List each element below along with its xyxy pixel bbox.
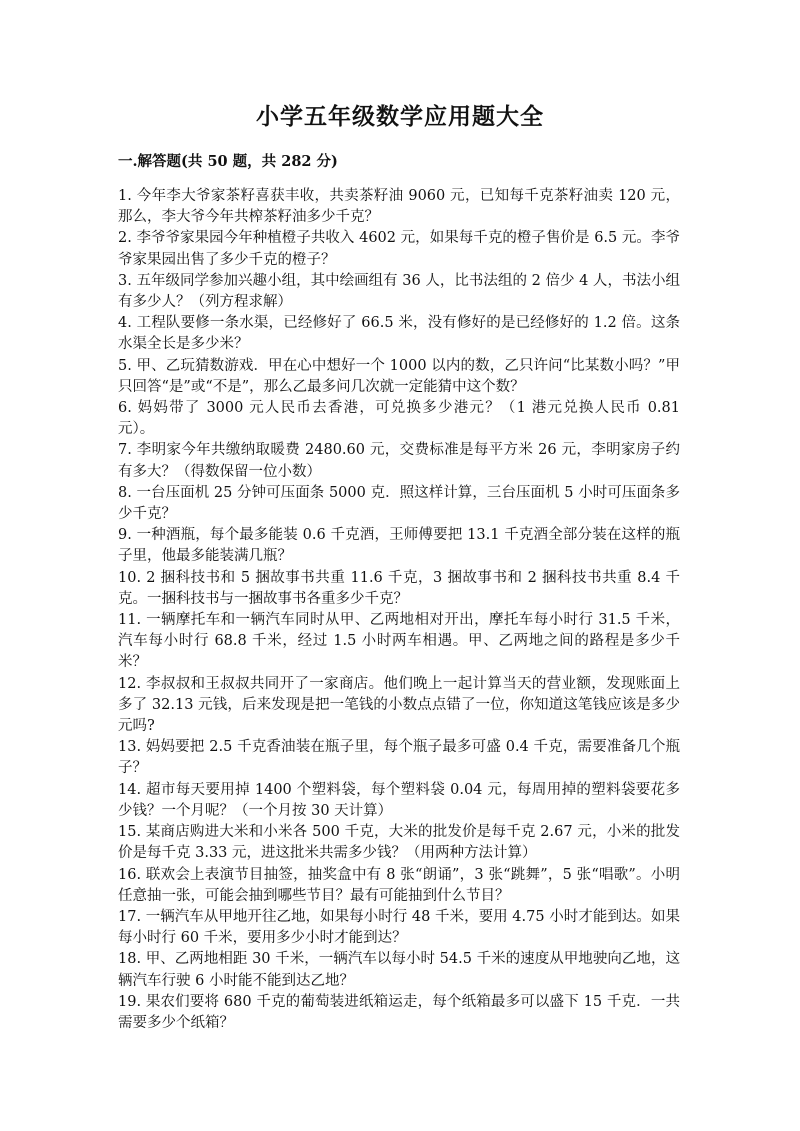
page-title: 小学五年级数学应用题大全: [256, 103, 544, 130]
question-5: 5. 甲、乙玩猜数游戏．甲在心中想好一个 1000 以内的数，乙只许问“比某数小吗？”甲只回答“是”或“不是”，那么乙最多问几次就一定能猜中这个数？: [118, 357, 680, 395]
question-11: 11. 一辆摩托车和一辆汽车同时从甲、乙两地相对开出，摩托车每小时行 31.5 千米，汽车每小时行 68.8 千米，经过 1.5 小时两车相遇。甲、乙两地之间的路程是多少千米？: [118, 612, 680, 671]
question-15: 15. 某商店购进大米和小米各 500 千克，大米的批发价是每千克 2.67 元，小米的批发价是每千克 3.33 元，进这批米共需多少钱？（用两种方法计算）: [118, 824, 680, 862]
section-heading: 一.解答题(共 50 题，共 282 分): [118, 153, 338, 170]
question-8: 8. 一台压面机 25 分钟可压面条 5000 克．照这样计算，三台压面机 5 小时可压面条多少千克？: [118, 484, 680, 523]
question-2: 2. 李爷爷家果园今年种植橙子共收入 4602 元，如果每千克的橙子售价是 6.5 元。李爷爷家果园出售了多少千克的橙子？: [118, 230, 680, 268]
question-list: [118, 186, 680, 1034]
question-9: 9. 一种酒瓶，每个最多能装 0.6 千克酒，王师傅要把 13.1 千克酒全部分装在这样的瓶子里，他最多能装满几瓶？: [118, 527, 680, 565]
question-3: 3. 五年级同学参加兴趣小组，其中绘画组有 36 人，比书法组的 2 倍少 4 人，书法小组有多少人？（列方程求解）: [118, 272, 680, 311]
question-17: 17. 一辆汽车从甲地开往乙地，如果每小时行 48 千米，要用 4.75 小时才能到达。如果每小时行 60 千米，要用多少小时才能到达？: [118, 908, 680, 947]
question-6: 6. 妈妈带了 3000 元人民币去香港，可兑换多少港元？（1 港元兑换人民币 0.81 元）。: [118, 400, 680, 438]
question-1: 1. 今年李大爷家茶籽喜获丰收，共卖茶籽油 9060 元，已知每千克茶籽油卖 120 元，那么，李大爷今年共榨茶籽油多少千克？: [118, 188, 680, 226]
question-13: 13. 妈妈要把 2.5 千克香油装在瓶子里，每个瓶子最多可盛 0.4 千克，需要准备几个瓶子？: [118, 739, 680, 777]
question-14: 14. 超市每天要用掉 1400 个塑料袋，每个塑料袋 0.04 元，每周用掉的塑料袋要花多少钱？一个月呢？（一个月按 30 天计算）: [118, 781, 680, 819]
question-16: 16. 联欢会上表演节目抽签，抽奖盒中有 8 张“朗诵”，3 张“跳舞”，5 张“唱歌”。小明任意抽一张，可能会抽到哪些节目？最有可能抽到什么节目？: [118, 866, 680, 904]
question-18: 18. 甲、乙两地相距 30 千米，一辆汽车以每小时 54.5 千米的速度从甲地驶向乙地，这辆汽车行驶 6 小时能不能到达乙地？: [118, 951, 680, 989]
question-7: 7. 李明家今年共缴纳取暖费 2480.60 元，交费标准是每平方米 26 元，李明家房子约有多大？（得数保留一位小数）: [118, 442, 680, 480]
question-4: 4. 工程队要修一条水渠，已经修好了 66.5 米，没有修好的是已经修好的 1.2 倍。这条水渠全长是多少米？: [118, 315, 680, 353]
question-10: 10. 2 捆科技书和 5 捆故事书共重 11.6 千克，3 捆故事书和 2 捆科技书共重 8.4 千克。一捆科技书与一捆故事书各重多少千克？: [118, 569, 680, 607]
question-12: 12. 李叔叔和王叔叔共同开了一家商店。他们晚上一起计算当天的营业额，发现账面上多了 32.13 元钱，后来发现是把一笔钱的小数点点错了一位，你知道这笔钱应该是多少元吗?: [118, 675, 680, 735]
question-19: 19. 果农们要将 680 千克的葡萄装进纸箱运走，每个纸箱最多可以盛下 15 千克．一共需要多少个纸箱？: [118, 993, 680, 1031]
